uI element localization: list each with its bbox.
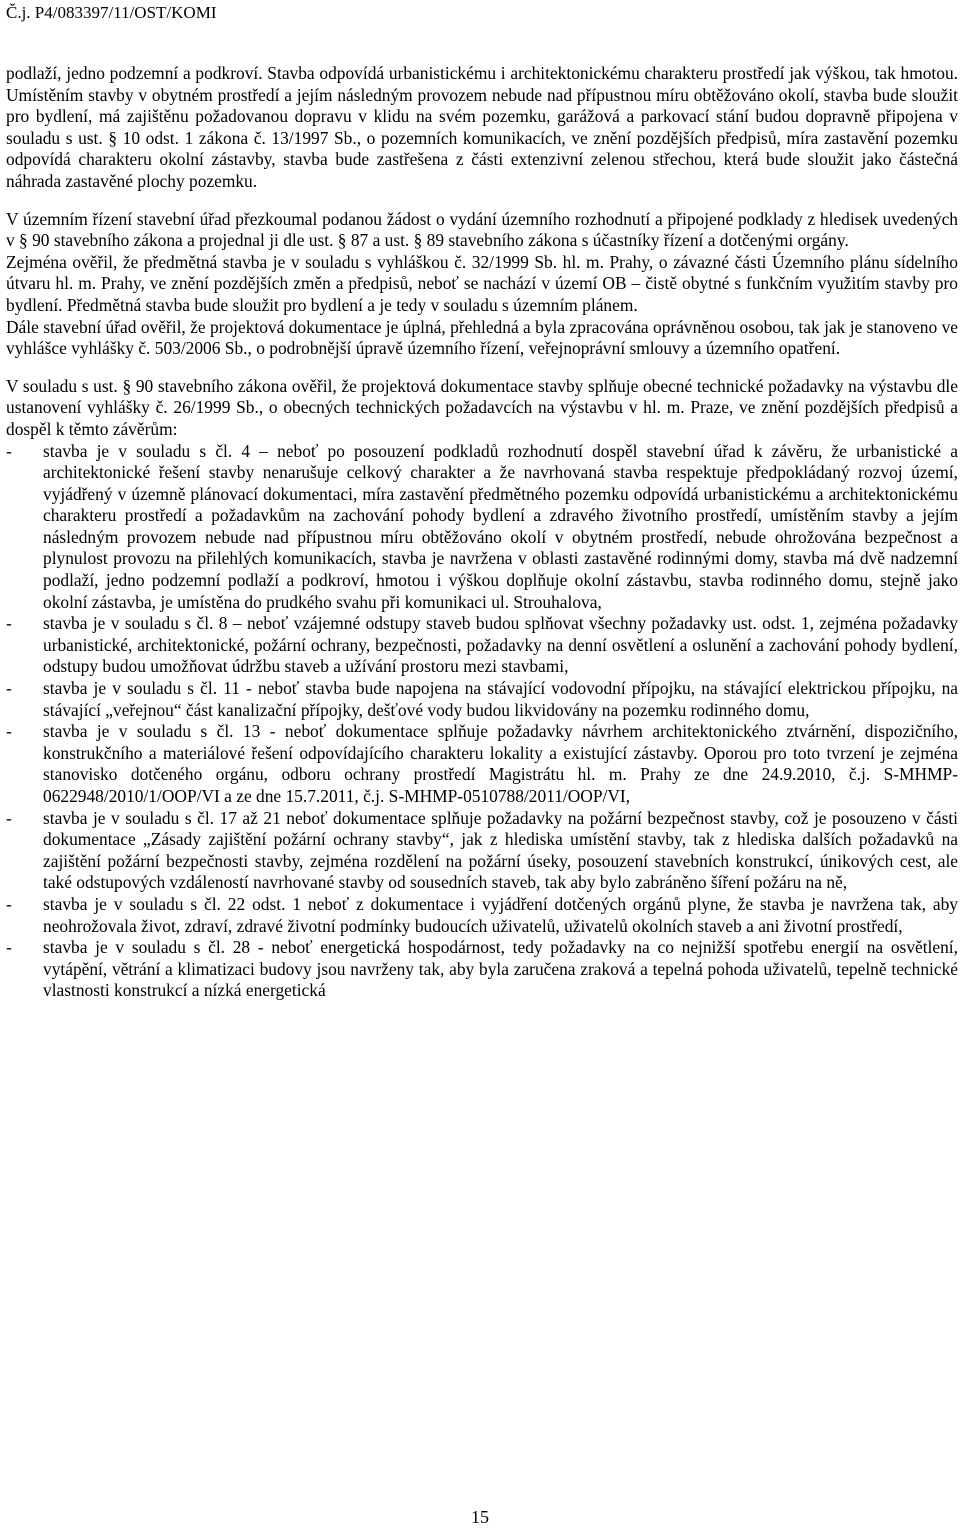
paragraph-zoning-review: V územním řízení stavební úřad přezkoumal podanou žádost o vydání územního rozhodnutí a připojené podklady z hledisek uvedených v § 90 stavebního zákona a projednal ji dle ust. § 87 a ust. § 89 stavebního zákona s účastníky řízení a dotčenými orgány. (6, 208, 958, 251)
list-item-text: stavba je v souladu s čl. 4 – neboť po posouzení podkladů rozhodnutí dospěl stavební úřad k závěru, že urbanistické a architektonické řešení stavby nenarušuje celkový charakter a že navrhovaná stavba respektuje předpokládaný rozvoj území, vyjádřený v územně plánovací dokumentaci, míra zastavění předmětného pozemku odpovídá urbanistickému a architektonickému charakteru prostředí a požadavkům na zachování pohody bydlení a zdravého životního prostředí, umístěním stavby a jejím následným provozem nebude nad přípustnou míru obtěžováno okolí v obytném prostředí, nebude ohrožována bezpečnost a plynulost provozu na přilehlých komunikacích, stavba je navržena v oblasti zastavěné rodinnými domy, stavba má dvě nadzemní podlaží, jedno podzemní podlaží a podkroví, hmotou i výškou doplňuje okolní zástavbu, stavba rodinného domu, stejně jako okolní zástavba, je umístěna do prudkého svahu při komunikaci ul. Strouhalova, (43, 440, 958, 612)
paragraph-technical-requirements: V souladu s ust. § 90 stavebního zákona ověřil, že projektová dokumentace stavby splňuje obecné technické požadavky na výstavbu dle ustanovení vyhlášky č. 26/1999 Sb., o obecných technických požadavcích na výstavbu v hl. m. Praze, ve znění pozdějších předpisů a dospěl k těmto závěrům: (6, 375, 958, 439)
list-dash: - (6, 721, 12, 742)
list-item-text: stavba je v souladu s čl. 17 až 21 neboť dokumentace splňuje požadavky na požární bezpečnost stavby, což je posouzeno v části dokumentace „Zásady zajištění požární ochrany stavby“, jak z hlediska umístění stavby, tak z hlediska dalších požadavků na zajištění požární bezpečnosti stavby, zejména rozdělení na požární úseky, posouzení stavebních konstrukcí, únikových cest, ale také odstupových vzdáleností navrhované stavby od sousedních staveb, tak aby bylo zabráněno šíření požáru na ně, (43, 807, 958, 893)
conclusions-list (6, 441, 958, 1002)
list-item-text: stavba je v souladu s čl. 13 - neboť dokumentace splňuje požadavky návrhem architektonického ztvárnění, dispozičního, konstrukčního a materiálové řešení odpovídajícího charakteru lokality a existující zástavby. Oporou pro toto tvrzení je zejména stanovisko dotčeného orgánu, odboru ochrany prostředí Magistrátu hl. m. Prahy ze dne 24.9.2010, č.j. S-MHMP-0622948/2010/1/OOP/VI a ze dne 15.7.2011, č.j. S-MHMP-0510788/2011/OOP/VI, (43, 721, 958, 806)
list-dash: - (6, 893, 12, 914)
list-item (6, 613, 958, 678)
paragraph-location-assessment: podlaží, jedno podzemní a podkroví. Stavba odpovídá urbanistickému i architektonickému charakteru prostředí jak výškou, tak hmotou. Umístěním stavby v obytném prostředí a jejím následným provozem nebude nad přípustnou míru obtěžováno okolí, stavba bude sloužit pro bydlení, má zajištěnu požadovanou dopravu v klidu na svém pozemku, garážová a parkovací stání budou dopravně připojena v souladu s ust. § 10 odst. 1 zákona č. 13/1997 Sb., o pozemních komunikacích, ve znění pozdějších předpisů, míra zastavění pozemku odpovídá charakteru okolní zástavby, stavba bude zastřešena z části extenzivní zelenou střechou, která bude sloužit jako částečná náhrada zastavěné plochy pozemku. (6, 63, 958, 191)
list-item (6, 721, 958, 807)
document-body (6, 63, 958, 1002)
list-item (6, 808, 958, 894)
paragraph-land-use-plan: Zejména ověřil, že předmětná stavba je v souladu s vyhláškou č. 32/1999 Sb. hl. m. Prahy, o závazné části Územního plánu sídelního útvaru hl. m. Prahy, ve znění pozdějších změn a předpisů, neboť se nachází v území OB – čistě obytné s funkčním využitím stavby pro bydlení. Předmětná stavba bude sloužit pro bydlení a je tedy v souladu s územním plánem. (6, 251, 958, 315)
list-item-text: stavba je v souladu s čl. 28 - neboť energetická hospodárnost, tedy požadavky na co nejnižší spotřebu energií na osvětlení, vytápění, větrání a klimatizaci budovy jsou navrženy tak, aby byla zaručena zraková a tepelná pohoda uživatelů, tepelně technické vlastnosti konstrukcí a nízká energetická (43, 937, 958, 1001)
page-number: 15 (471, 1507, 489, 1527)
list-item (6, 937, 958, 1002)
document-reference: Č.j. P4/083397/11/OST/KOMI (6, 3, 217, 22)
list-item-text: stavba je v souladu s čl. 8 – neboť vzájemné odstupy staveb budou splňovat všechny požadavky ust. odst. 1, zejména požadavky urbanistické, architektonické, požární ochrany, bezpečnosti, požadavky na denní osvětlení a oslunění a zachování pohody bydlení, odstupy budou umožňovat údržbu staveb a užívání prostoru mezi stavbami, (43, 613, 958, 677)
list-dash: - (6, 440, 12, 461)
list-dash: - (6, 807, 12, 828)
paragraph-project-documentation: Dále stavební úřad ověřil, že projektová dokumentace je úplná, přehledná a byla zpracována oprávněnou osobou, tak jak je stanoveno ve vyhlášce vyhlášky č. 503/2006 Sb., o podrobnější úpravě územního řízení, veřejnoprávní smlouvy a územního opatření. (6, 316, 958, 359)
list-dash: - (6, 937, 12, 958)
list-dash: - (6, 678, 12, 699)
list-item (6, 894, 958, 937)
list-item (6, 678, 958, 721)
list-item (6, 441, 958, 614)
list-dash: - (6, 613, 12, 634)
list-item-text: stavba je v souladu s čl. 22 odst. 1 neboť z dokumentace i vyjádření dotčených orgánů plyne, že stavba je navržena tak, aby neohrožovala život, zdraví, zdravé životní podmínky budoucích uživatelů, uživatelů okolních staveb a ani životní prostředí, (43, 893, 958, 936)
list-item-text: stavba je v souladu s čl. 11 - neboť stavba bude napojena na stávající vodovodní přípojku, na stávající elektrickou přípojku, na stávající „veřejnou“ část kanalizační přípojky, dešťové vody budou likvidovány na pozemku rodinného domu, (43, 678, 958, 720)
